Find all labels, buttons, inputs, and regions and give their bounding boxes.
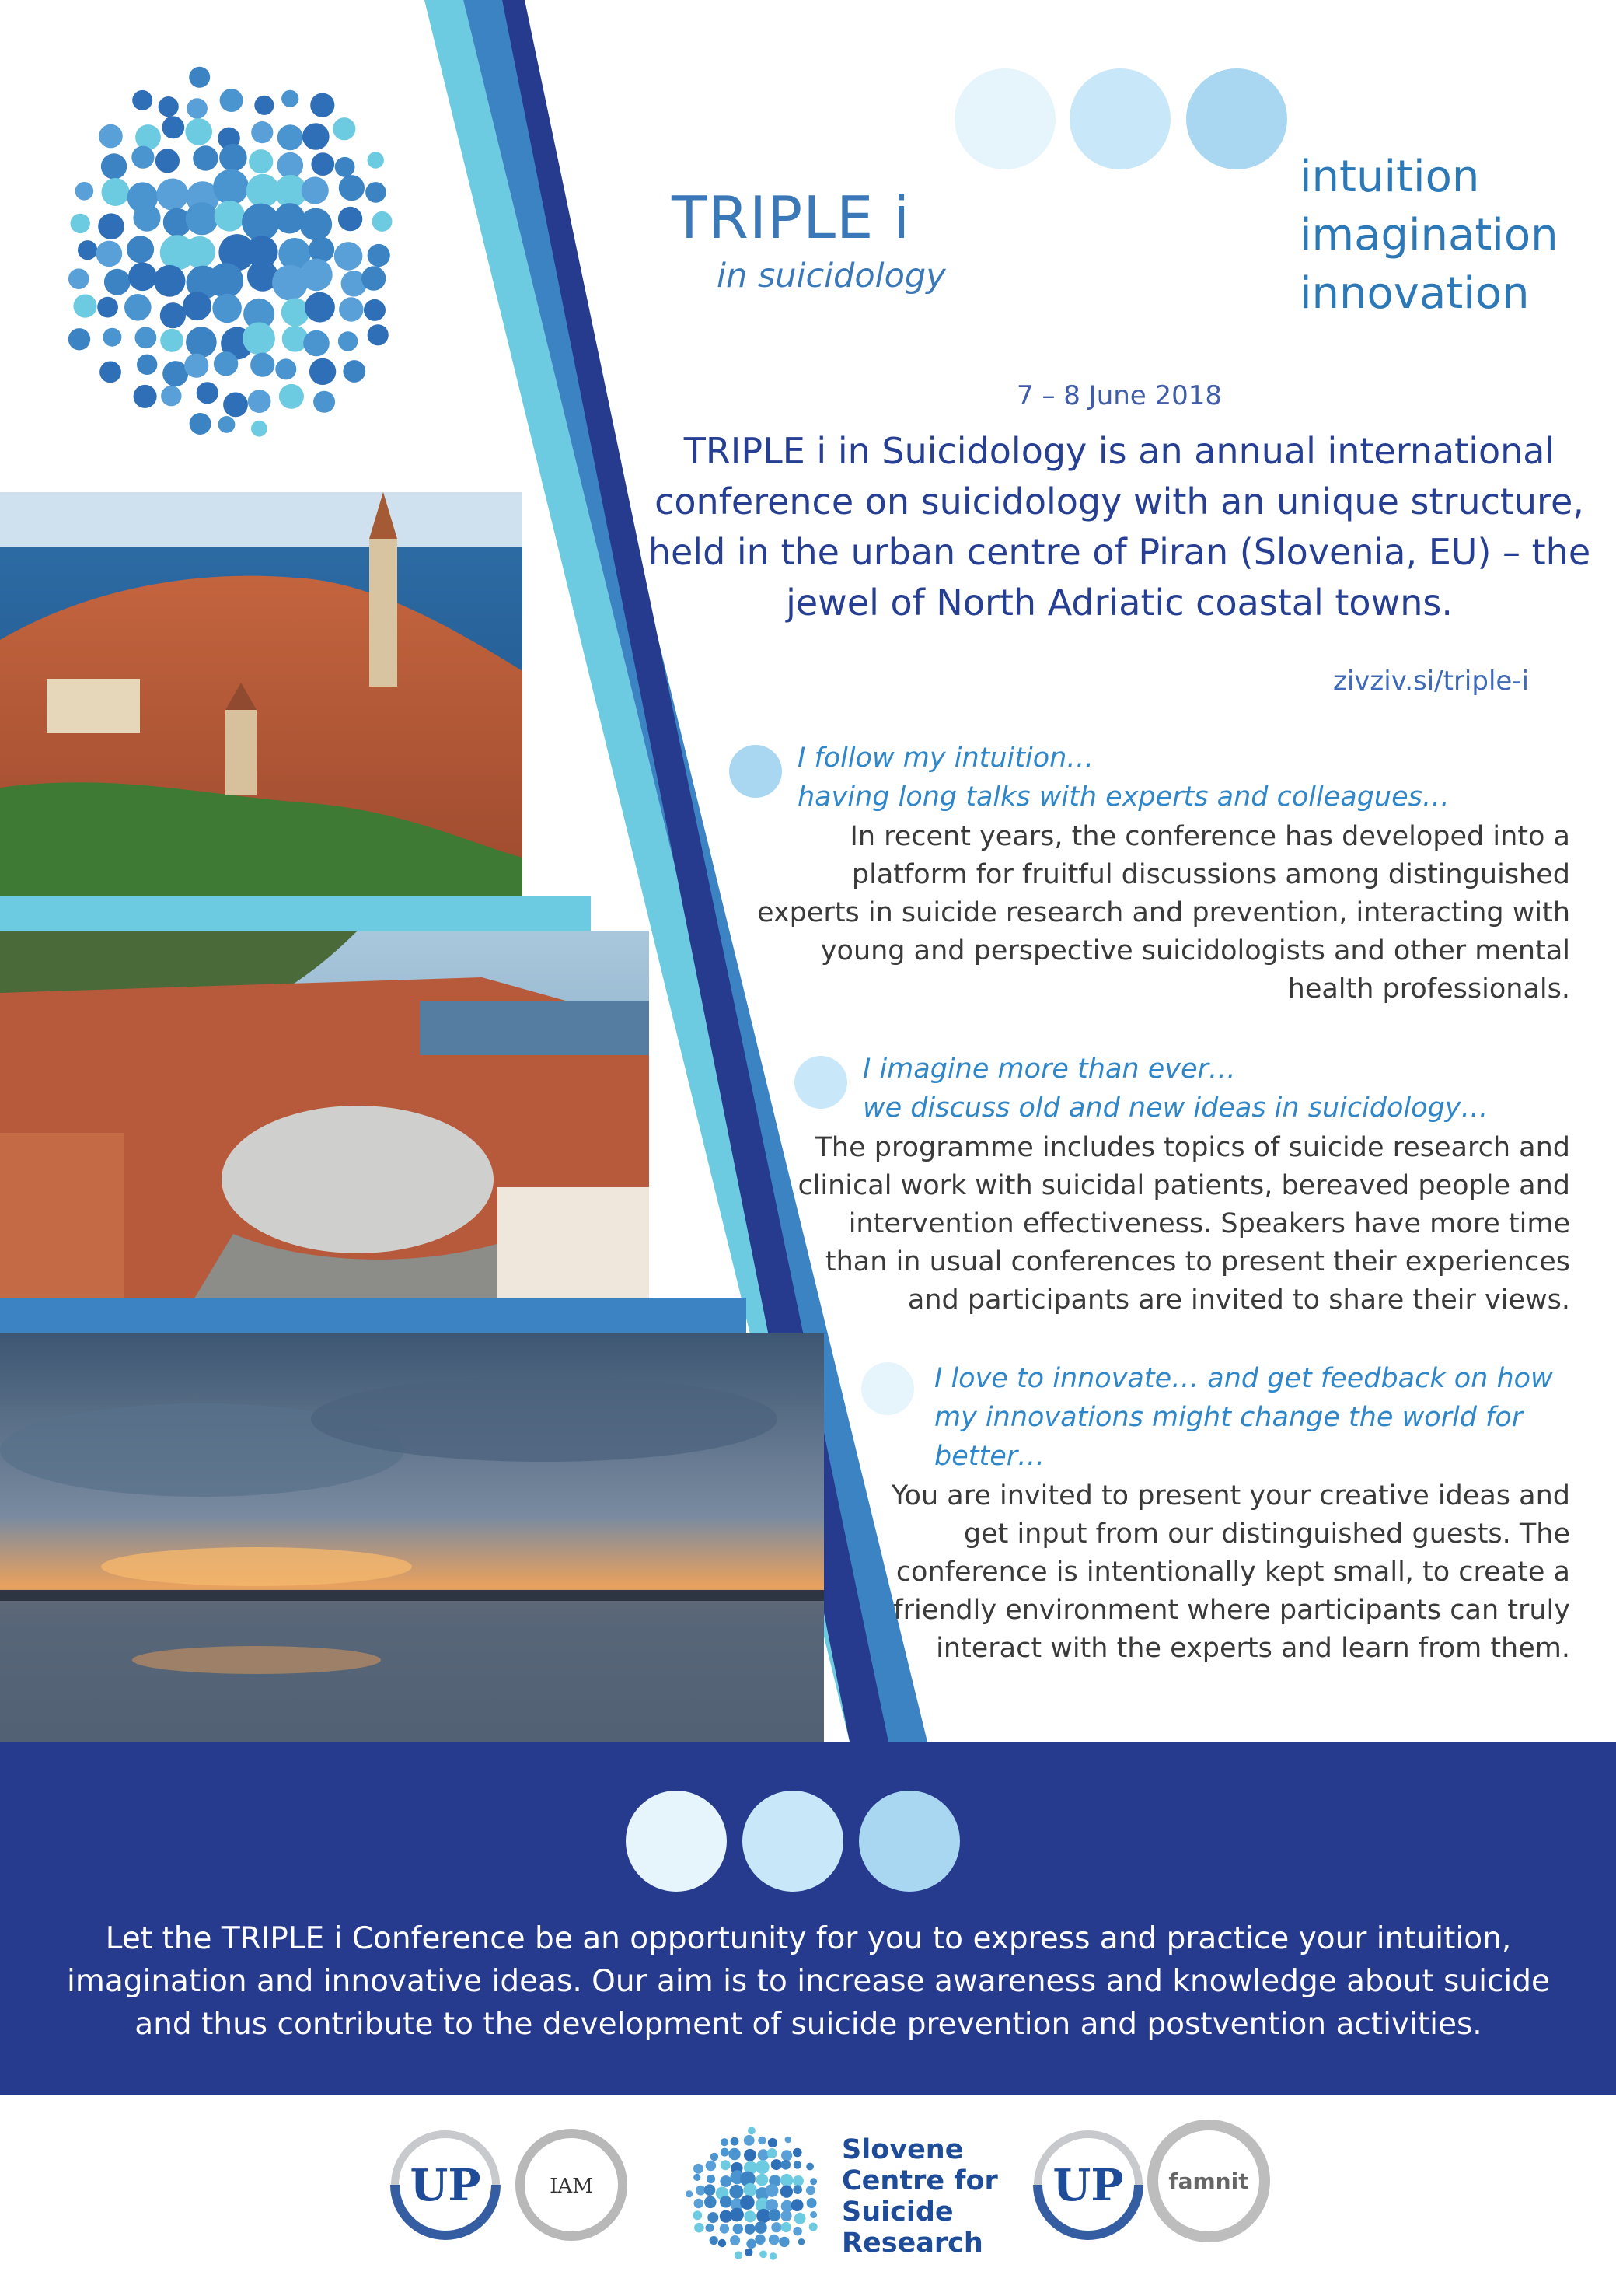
cluster-dot	[694, 2223, 704, 2233]
cluster-dot	[361, 266, 386, 290]
cluster-dot	[368, 244, 390, 267]
cluster-dot	[730, 2235, 740, 2245]
cluster-dot	[104, 269, 131, 295]
logo-iam	[513, 2127, 630, 2243]
cluster-dot	[343, 360, 365, 383]
cluster-dot	[133, 204, 160, 232]
cluster-dot	[748, 2127, 756, 2135]
logo-label-line: Centre for	[842, 2165, 998, 2196]
cluster-dot	[755, 2221, 767, 2234]
cluster-dot	[254, 96, 274, 115]
cluster-dot	[745, 2224, 756, 2235]
footer-circle-3	[859, 1791, 960, 1892]
cluster-dot	[134, 385, 157, 408]
cluster-dot	[755, 2235, 765, 2245]
cluster-dot	[793, 2148, 802, 2158]
cluster-dot	[809, 2223, 818, 2231]
cluster-dot	[71, 214, 90, 233]
cluster-dot	[368, 324, 389, 345]
cluster-dot	[721, 2138, 728, 2146]
cluster-dot	[302, 176, 329, 204]
cluster-dot	[219, 144, 247, 172]
footer-circle-2	[742, 1791, 843, 1892]
cluster-dot	[124, 294, 152, 321]
heading-line: better…	[934, 1441, 1045, 1472]
cluster-dot	[161, 386, 181, 406]
cluster-dot	[693, 2164, 703, 2174]
cluster-dot	[208, 263, 243, 298]
famnit-letters: famnit	[1168, 2168, 1249, 2194]
slovene-centre-label	[842, 2134, 998, 2259]
cluster-dot	[214, 351, 238, 376]
cluster-dot	[338, 207, 362, 231]
cluster-dot	[302, 123, 330, 150]
cluster-dot	[767, 2148, 777, 2158]
cluster-dot	[223, 393, 248, 418]
photo-tartini-square	[0, 931, 649, 1298]
cluster-dot	[758, 2137, 766, 2144]
cluster-dot	[710, 2153, 718, 2161]
cluster-dot	[339, 297, 363, 321]
cluster-dot	[249, 149, 273, 173]
cluster-dot	[718, 2239, 726, 2247]
cluster-dot	[766, 2184, 779, 2197]
institute-andrej-marusic-logo	[513, 2127, 630, 2243]
cluster-dot	[311, 152, 334, 176]
cluster-dot	[186, 327, 217, 358]
header-circle-1	[955, 68, 1056, 169]
header-circle-3	[1186, 68, 1287, 169]
cluster-dot	[303, 330, 330, 357]
cluster-dot	[218, 416, 236, 433]
cluster-dot	[281, 90, 298, 107]
cluster-dot	[793, 2227, 802, 2236]
cluster-dot	[771, 2222, 781, 2232]
cluster-dot	[694, 2199, 703, 2208]
cluster-dot	[155, 149, 180, 173]
cluster-dot	[744, 2210, 756, 2222]
cluster-dot	[793, 2185, 802, 2194]
cluster-dot	[189, 67, 210, 88]
cluster-dot	[215, 201, 246, 232]
cluster-dot	[729, 2185, 743, 2199]
cluster-dot	[781, 2222, 791, 2232]
cluster-dot	[309, 358, 336, 385]
cluster-dot	[98, 213, 124, 239]
cluster-dot	[707, 2175, 715, 2183]
cluster-dot	[339, 175, 365, 201]
cluster-dot	[212, 294, 242, 323]
heading-line: having long talks with experts and colleagues…	[798, 781, 1450, 813]
cluster-dot	[704, 2184, 716, 2196]
logo-label-line: Slovene	[842, 2134, 964, 2165]
cluster-dot	[710, 2236, 718, 2245]
famnit-logo	[1147, 2119, 1271, 2243]
cluster-dot	[364, 299, 386, 321]
cluster-dot	[281, 299, 309, 327]
cluster-dot	[770, 2252, 777, 2260]
tagline-intuition: intuition	[1300, 152, 1480, 202]
cluster-dot	[160, 302, 186, 328]
heading-line: I imagine more than ever…	[863, 1054, 1236, 1085]
iam-letters: IAM	[550, 2175, 593, 2198]
cluster-dot	[190, 413, 211, 435]
cluster-dot	[780, 2174, 793, 2186]
up-letters: UP	[410, 2160, 481, 2211]
cluster-dot	[759, 2251, 767, 2259]
cluster-dot	[720, 2196, 731, 2207]
section-body-intuition: In recent years, the conference has developed into a platform for fruitful discussions among distinguished experts in suicide research and prevention, interacting with young and perspective suicidologists and other mental health professionals.	[757, 821, 1570, 1005]
section-body-imagination: The programme includes topics of suicide research and clinical work with suicidal patients, bereaved people and intervention effectiveness. Speakers have more time than in usual conferences to present their experiences and participants are invited to share their views.	[798, 1132, 1570, 1316]
lead-paragraph: TRIPLE i in Suicidology is an annual international conference on suicidology with an unique structure, held in the urban centre of Piran (Slovenia, EU) – the jewel of North Adriatic coastal towns.	[647, 430, 1591, 624]
slovene-centre-cluster-logo	[684, 2127, 824, 2266]
cluster-dot	[128, 263, 157, 292]
header-circles	[955, 68, 1289, 173]
logo-famnit	[1147, 2119, 1271, 2243]
cluster-dot	[756, 2160, 770, 2174]
cluster-dot	[274, 203, 305, 233]
cluster-dot	[185, 118, 212, 145]
photo-frame-mid	[0, 1298, 746, 1333]
cluster-dot	[704, 2196, 717, 2209]
cluster-dot	[184, 354, 208, 378]
header-circle-2	[1070, 68, 1171, 169]
cluster-dot	[731, 2137, 739, 2146]
cluster-dot	[785, 2137, 792, 2144]
website-link[interactable]: zivziv.si/triple-i	[1333, 666, 1530, 697]
cluster-dot	[99, 124, 123, 149]
section-bullet-innovation	[861, 1362, 914, 1415]
conference-title: TRIPLE i	[672, 183, 911, 252]
heading-line: I love to innovate… and get feedback on how	[934, 1363, 1553, 1394]
cluster-dot	[103, 328, 121, 347]
cluster-dot	[160, 329, 183, 352]
circle-cluster-logo	[43, 66, 424, 439]
tagline-innovation: innovation	[1300, 268, 1530, 319]
section-heading-imagination	[863, 1050, 1586, 1127]
cluster-dot	[334, 242, 363, 271]
cluster-dot	[720, 2175, 731, 2187]
photo-piran-aerial	[0, 492, 522, 896]
cluster-dot	[183, 236, 215, 268]
cluster-dot	[186, 202, 218, 235]
heading-line: we discuss old and new ideas in suicidology…	[863, 1092, 1489, 1124]
cluster-dot	[735, 2251, 742, 2259]
cluster-dot	[248, 390, 271, 413]
cluster-dot	[300, 259, 333, 292]
cluster-dot	[794, 2161, 801, 2168]
section-heading-innovation	[934, 1359, 1587, 1476]
cluster-dot	[365, 182, 386, 203]
cluster-dot	[693, 2210, 702, 2220]
cluster-dot	[275, 358, 296, 379]
cluster-dot	[187, 98, 208, 119]
logo-label-line: Suicide	[842, 2196, 954, 2228]
cluster-dot	[313, 391, 335, 413]
cluster-dot	[720, 2224, 729, 2233]
cluster-dot	[73, 295, 96, 318]
logo-up-2	[1030, 2127, 1147, 2243]
logo-up-1	[387, 2127, 504, 2243]
cluster-dot	[744, 2149, 756, 2161]
cluster-dot	[135, 124, 161, 150]
university-primorska-logo	[387, 2127, 504, 2243]
cluster-dot	[137, 355, 157, 375]
cluster-dot	[706, 2224, 714, 2232]
cluster-dot	[220, 89, 243, 112]
cluster-dot	[806, 2163, 814, 2171]
heading-line: my innovations might change the world for	[934, 1402, 1524, 1433]
section-heading-intuition	[798, 739, 1575, 816]
cluster-dot	[756, 2174, 769, 2186]
cluster-dot	[132, 90, 152, 110]
cluster-dot	[721, 2160, 731, 2170]
logo-label-line: Research	[842, 2228, 983, 2259]
cluster-dot	[744, 2183, 757, 2196]
cluster-dot	[243, 322, 275, 355]
cluster-dot	[693, 2174, 700, 2181]
cluster-dot	[686, 2190, 693, 2197]
cluster-dot	[780, 2210, 791, 2221]
cluster-dot	[197, 382, 218, 404]
cluster-dot	[807, 2198, 817, 2208]
cluster-dot	[745, 2249, 752, 2256]
cluster-dot	[806, 2186, 815, 2195]
cluster-dot	[746, 2239, 756, 2249]
cluster-dot	[156, 179, 188, 211]
conference-subtitle: in suicidology	[717, 257, 946, 295]
section-body-innovation: You are invited to present your creative ideas and get input from our distinguished guests. The conference is intentionally kept small, to create a friendly environment where participants can truly interact with the experts and learn from them.	[891, 1480, 1570, 1664]
cluster-dot	[769, 2235, 780, 2245]
cluster-dot	[101, 153, 127, 179]
cluster-dot	[780, 2186, 793, 2198]
cluster-dot	[251, 421, 267, 437]
cluster-dot	[769, 2209, 781, 2221]
heading-line: I follow my intuition…	[798, 743, 1094, 774]
cluster-dot	[733, 2224, 743, 2234]
cluster-dot	[707, 2212, 718, 2223]
cluster-dot	[791, 2199, 804, 2211]
cluster-dot	[728, 2148, 740, 2160]
photo-sunset-sea	[0, 1333, 824, 1742]
tagline-imagination: imagination	[1300, 210, 1558, 260]
cluster-dot	[251, 121, 273, 143]
section-bullet-intuition	[729, 745, 782, 798]
cluster-dot	[279, 384, 304, 409]
cluster-dot	[213, 169, 249, 205]
cluster-dot	[368, 152, 384, 168]
cluster-dot	[768, 2138, 777, 2147]
cluster-dot	[277, 124, 303, 150]
cluster-dot	[102, 178, 130, 206]
cluster-dot	[310, 93, 334, 117]
cluster-dot	[781, 2150, 792, 2161]
cluster-dot	[798, 2238, 805, 2245]
cluster-dot	[154, 265, 186, 297]
cluster-dot	[779, 2237, 789, 2247]
cluster-dot	[305, 292, 335, 323]
cluster-dot	[99, 362, 121, 383]
cluster-dot	[127, 236, 154, 263]
cluster-dot	[333, 117, 355, 140]
cluster-dot	[794, 2213, 806, 2224]
cluster-dot	[68, 268, 89, 289]
cluster-dot	[131, 146, 154, 169]
cluster-dot	[300, 208, 333, 241]
cluster-dot	[706, 2161, 717, 2172]
conference-date: 7 – 8 June 2018	[1017, 380, 1223, 411]
cluster-dot	[781, 2160, 791, 2170]
cluster-dot	[135, 327, 157, 348]
cluster-dot	[162, 116, 184, 138]
cluster-dot	[68, 328, 90, 350]
cluster-dot	[793, 2175, 804, 2186]
cluster-dot	[96, 241, 123, 267]
cluster-dot	[721, 2148, 729, 2157]
footer-paragraph: Let the TRIPLE i Conference be an opportunity for you to express and practice your intuition, imagination and innovative ideas. Our aim is to increase awareness and knowledge about suicide and thus contribute to the development of suicide prevention and postvention activities.	[67, 1921, 1550, 2042]
cluster-dot	[744, 2135, 755, 2146]
cluster-dot	[338, 331, 358, 351]
cluster-dot	[730, 2208, 744, 2222]
cluster-dot	[193, 145, 218, 170]
photo-frame-cyan	[0, 896, 591, 931]
cluster-dot	[335, 157, 355, 177]
cluster-dot	[159, 96, 179, 117]
cluster-dot	[771, 2159, 782, 2170]
cluster-dot	[78, 240, 97, 260]
cluster-dot	[277, 152, 304, 179]
up-letters: UP	[1052, 2160, 1124, 2211]
cluster-dot	[810, 2211, 817, 2218]
footer-circle-1	[626, 1791, 727, 1892]
cluster-dot	[740, 2195, 755, 2210]
cluster-dot	[242, 204, 279, 241]
cluster-dot	[372, 211, 393, 232]
section-bullet-imagination	[794, 1056, 847, 1109]
cluster-dot	[309, 237, 334, 263]
university-primorska-logo	[1030, 2127, 1147, 2243]
cluster-dot	[183, 292, 211, 320]
cluster-dot	[250, 353, 274, 377]
cluster-dot	[810, 2178, 817, 2185]
cluster-dot	[97, 297, 118, 318]
cluster-dot	[75, 182, 94, 201]
